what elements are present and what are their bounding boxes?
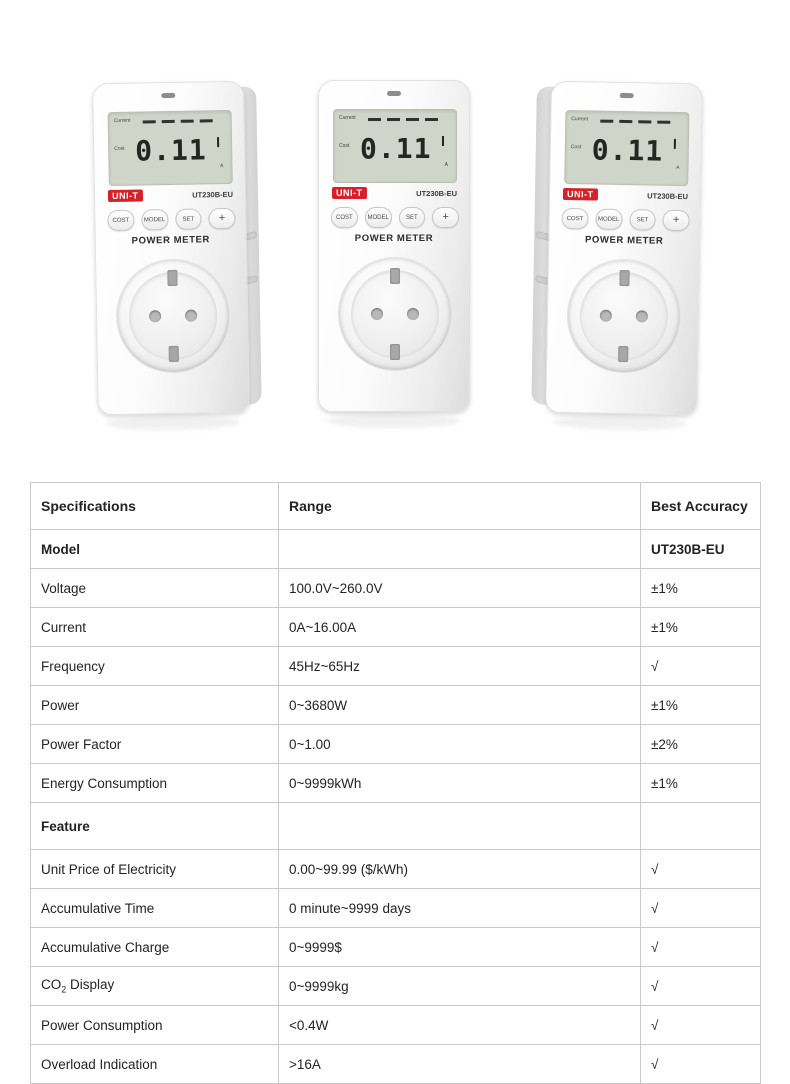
cost-button[interactable]: COST xyxy=(107,210,134,231)
cell-accuracy: ±2% xyxy=(641,725,761,764)
model-number: UT230B-EU xyxy=(416,189,457,198)
table-row xyxy=(31,967,761,1006)
socket-recess xyxy=(579,271,669,361)
lcd-cost-label: Cost xyxy=(570,144,582,151)
cell-spec xyxy=(31,967,279,1006)
lcd-unit-label: A xyxy=(220,163,224,170)
table-row xyxy=(31,764,761,803)
led-indicator xyxy=(161,93,175,98)
lcd-reading: 0.11 xyxy=(360,132,432,165)
cell-accuracy: ±1% xyxy=(641,608,761,647)
table-row xyxy=(31,850,761,889)
model-number: UT230B-EU xyxy=(192,189,234,200)
cell-spec-prefix: CO xyxy=(41,977,62,993)
lcd-tick-mark xyxy=(674,139,676,149)
power-socket xyxy=(115,258,231,374)
socket-recess xyxy=(128,271,218,361)
lcd-segment-dashes xyxy=(143,119,213,123)
model-button[interactable]: MODEL xyxy=(595,209,622,230)
lcd-unit-label: A xyxy=(676,164,680,171)
cell-range: 0 minute~9999 days xyxy=(279,889,641,928)
socket-pin-hole xyxy=(149,310,161,322)
drop-shadow xyxy=(106,415,240,431)
table-row xyxy=(31,686,761,725)
socket-pin-hole xyxy=(185,310,197,322)
table-row xyxy=(31,647,761,686)
button-row xyxy=(561,208,689,231)
lcd-current-label: Current xyxy=(571,116,589,123)
lcd-reading: 0.11 xyxy=(591,133,664,168)
table-section-row xyxy=(31,803,761,850)
earth-clip-icon xyxy=(619,270,629,286)
model-number: UT230B-EU xyxy=(647,191,689,202)
cell-accuracy: UT230B-EU xyxy=(641,530,761,569)
cell-accuracy: √ xyxy=(641,928,761,967)
lcd-display xyxy=(333,109,457,183)
table-row xyxy=(31,1006,761,1045)
socket-pin-hole xyxy=(636,310,648,322)
specifications-table xyxy=(30,482,761,1084)
brand-logo: UNI-T xyxy=(332,187,367,199)
cell-accuracy xyxy=(641,803,761,850)
table-row xyxy=(31,608,761,647)
socket-pin-hole xyxy=(371,308,383,320)
socket-recess xyxy=(351,270,439,358)
product-image-strip xyxy=(0,0,790,470)
brand-logo: UNI-T xyxy=(108,189,143,202)
cell-spec: Energy Consumption xyxy=(31,764,279,803)
cell-accuracy: √ xyxy=(641,1006,761,1045)
set-button[interactable]: SET xyxy=(175,208,202,229)
model-button[interactable]: MODEL xyxy=(365,207,392,228)
product-unit-center xyxy=(318,80,468,420)
cell-spec: Power xyxy=(31,686,279,725)
button-row xyxy=(331,207,459,228)
model-button[interactable]: MODEL xyxy=(141,209,168,230)
set-button[interactable]: SET xyxy=(629,209,656,230)
cell-spec: Power Consumption xyxy=(31,1006,279,1045)
table-row xyxy=(31,725,761,764)
cost-button[interactable]: COST xyxy=(331,207,358,228)
cell-range: 0~1.00 xyxy=(279,725,641,764)
cell-range xyxy=(279,530,641,569)
lcd-cost-label: Cost xyxy=(339,143,350,149)
header-best-accuracy: Best Accuracy xyxy=(641,483,761,530)
cell-accuracy: √ xyxy=(641,1045,761,1084)
lcd-cost-label: Cost xyxy=(114,145,125,152)
socket-pin-hole xyxy=(407,308,419,320)
lcd-tick-mark xyxy=(442,136,444,146)
lcd-current-label: Current xyxy=(113,117,131,124)
led-indicator xyxy=(620,93,634,98)
cell-range: 0A~16.00A xyxy=(279,608,641,647)
device-body xyxy=(545,81,703,416)
cell-spec-suffix: Display xyxy=(66,977,115,993)
cell-accuracy: ±1% xyxy=(641,569,761,608)
brand-logo: UNI-T xyxy=(563,188,598,201)
cell-range: 100.0V~260.0V xyxy=(279,569,641,608)
cell-range: 0~9999kg xyxy=(279,967,641,1006)
cell-accuracy: √ xyxy=(641,850,761,889)
product-title-text: POWER METER xyxy=(131,234,211,247)
cell-spec: Accumulative Time xyxy=(31,889,279,928)
earth-clip-icon xyxy=(618,346,628,362)
cell-range: 0~9999kWh xyxy=(279,764,641,803)
power-socket xyxy=(566,258,682,374)
earth-clip-icon xyxy=(169,346,179,362)
product-unit-left xyxy=(92,81,248,424)
earth-clip-icon xyxy=(167,270,177,286)
cell-spec: Feature xyxy=(31,803,279,850)
cell-spec: Frequency xyxy=(31,647,279,686)
drop-shadow xyxy=(326,414,460,428)
table-row xyxy=(31,530,761,569)
cell-range: 0.00~99.99 ($/kWh) xyxy=(279,850,641,889)
cell-range: 45Hz~65Hz xyxy=(279,647,641,686)
lcd-segment-dashes xyxy=(600,120,670,124)
product-unit-right xyxy=(545,81,701,424)
table-body xyxy=(31,483,761,1084)
lcd-segment-dashes xyxy=(368,118,438,121)
cell-range: >16A xyxy=(279,1045,641,1084)
cell-accuracy: √ xyxy=(641,967,761,1006)
table-row xyxy=(31,889,761,928)
plus-button[interactable]: + xyxy=(208,208,235,229)
cell-accuracy: ±1% xyxy=(641,764,761,803)
plus-button[interactable]: + xyxy=(663,210,690,231)
button-row xyxy=(107,208,235,231)
product-title-text: POWER METER xyxy=(584,234,664,247)
earth-clip-icon xyxy=(390,268,400,284)
cell-spec: Current xyxy=(31,608,279,647)
lcd-display xyxy=(108,110,233,186)
led-indicator xyxy=(387,91,401,96)
plus-button[interactable]: + xyxy=(432,207,459,228)
cell-spec: Accumulative Charge xyxy=(31,928,279,967)
cell-spec: Power Factor xyxy=(31,725,279,764)
specifications-table-wrapper xyxy=(30,482,760,1084)
cell-range: <0.4W xyxy=(279,1006,641,1045)
cell-spec: Model xyxy=(31,530,279,569)
cell-range xyxy=(279,803,641,850)
power-socket xyxy=(338,257,452,371)
device-body xyxy=(318,80,470,412)
header-specifications: Specifications xyxy=(31,483,279,530)
lcd-current-label: Current xyxy=(339,115,356,121)
lcd-reading: 0.11 xyxy=(134,133,207,168)
cell-range: 0~3680W xyxy=(279,686,641,725)
set-button[interactable]: SET xyxy=(399,207,426,228)
header-range: Range xyxy=(279,483,641,530)
cell-spec: Voltage xyxy=(31,569,279,608)
table-row xyxy=(31,928,761,967)
cell-accuracy: √ xyxy=(641,647,761,686)
socket-pin-hole xyxy=(600,310,612,322)
cell-spec: Overload Indication xyxy=(31,1045,279,1084)
product-title-text: POWER METER xyxy=(354,233,434,244)
drop-shadow xyxy=(553,415,687,431)
cell-range: 0~9999$ xyxy=(279,928,641,967)
lcd-tick-mark xyxy=(217,137,219,147)
cell-accuracy: √ xyxy=(641,889,761,928)
cell-spec: Unit Price of Electricity xyxy=(31,850,279,889)
lcd-unit-label: A xyxy=(444,162,448,168)
cost-button[interactable]: COST xyxy=(561,208,588,229)
device-body xyxy=(92,81,250,416)
earth-clip-icon xyxy=(390,344,400,360)
cell-spec-subscript: 2 xyxy=(61,984,67,995)
lcd-display xyxy=(564,110,689,186)
cell-accuracy: ±1% xyxy=(641,686,761,725)
table-row xyxy=(31,569,761,608)
table-header-row xyxy=(31,483,761,530)
